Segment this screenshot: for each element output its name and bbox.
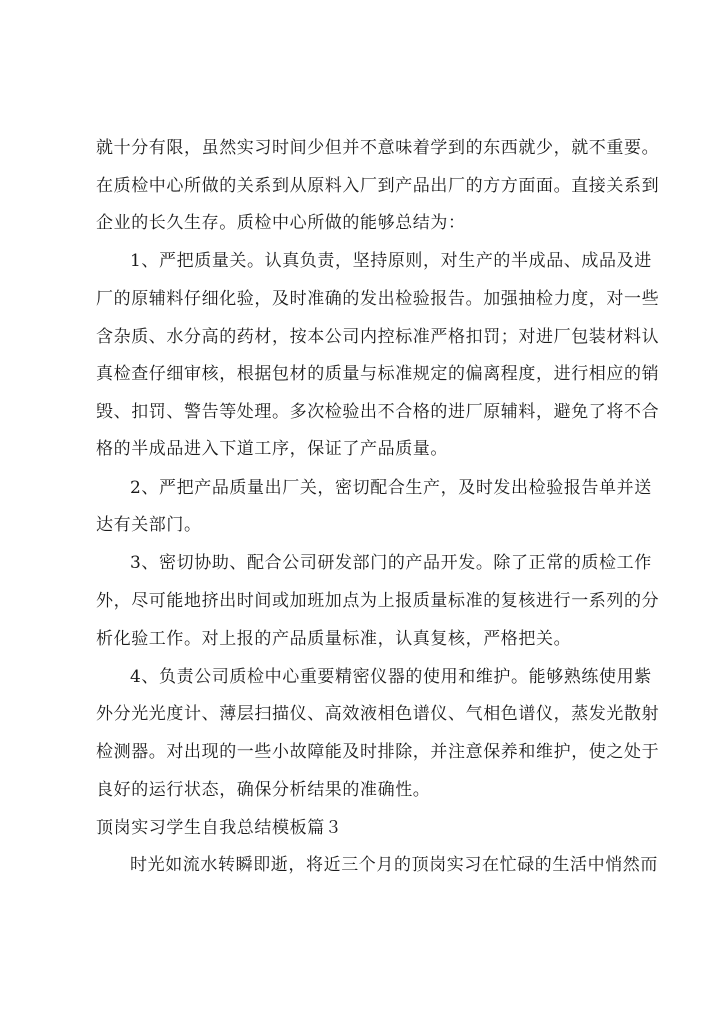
- paragraph-5-start: 时光如流水转瞬即逝，将近三个月的顶岗实习在忙碌的生活中悄然而: [130, 855, 658, 875]
- text-line: 含杂质、水分高的药材，按本公司内控标准严格扣罚；对进厂包装材料认: [96, 327, 660, 347]
- paragraph-1-start: 1、严把质量关。认真负责，坚持原则，对生产的半成品、成品及进: [130, 251, 652, 271]
- text-line: 外分光光度计、薄层扫描仪、高效液相色谱仪、气相色谱仪，蒸发光散射: [96, 704, 660, 724]
- text-line: 外，尽可能地挤出时间或加班加点为上报质量标准的复核进行一系列的分: [96, 591, 660, 611]
- text-line: 达有关部门。: [96, 515, 202, 535]
- text-line: 真检查仔细审核，根据包材的质量与标准规定的偏离程度，进行相应的销: [96, 364, 660, 384]
- text-line: 企业的长久生存。质检中心所做的能够总结为：: [96, 213, 466, 233]
- text-line: 厂的原辅料仔细化验，及时准确的发出检验报告。加强抽检力度，对一些: [96, 289, 660, 309]
- section-heading: 顶岗实习学生自我总结模板篇３: [96, 818, 343, 838]
- text-line: 在质检中心所做的关系到从原料入厂到产品出厂的方方面面。直接关系到: [96, 176, 660, 196]
- paragraph-4-start: 4、负责公司质检中心重要精密仪器的使用和维护。能够熟练使用紫: [130, 667, 652, 687]
- text-line: 析化验工作。对上报的产品质量标准，认真复核，严格把关。: [96, 629, 572, 649]
- text-line: 良好的运行状态，确保分析结果的准确性。: [96, 780, 431, 800]
- paragraph-3-start: 3、密切协助、配合公司研发部门的产品开发。除了正常的质检工作: [130, 553, 652, 573]
- text-line: 格的半成品进入下道工序，保证了产品质量。: [96, 439, 448, 459]
- paragraph-2-start: 2、严把产品质量出厂关，密切配合生产，及时发出检验报告单并送: [130, 478, 652, 498]
- text-line: 就十分有限，虽然实习时间少但并不意味着学到的东西就少，就不重要。: [96, 138, 660, 158]
- text-line: 检测器。对出现的一些小故障能及时排除，并注意保养和维护，使之处于: [96, 742, 660, 762]
- text-line: 毁、扣罚、警告等处理。多次检验出不合格的进厂原辅料，避免了将不合: [96, 402, 660, 422]
